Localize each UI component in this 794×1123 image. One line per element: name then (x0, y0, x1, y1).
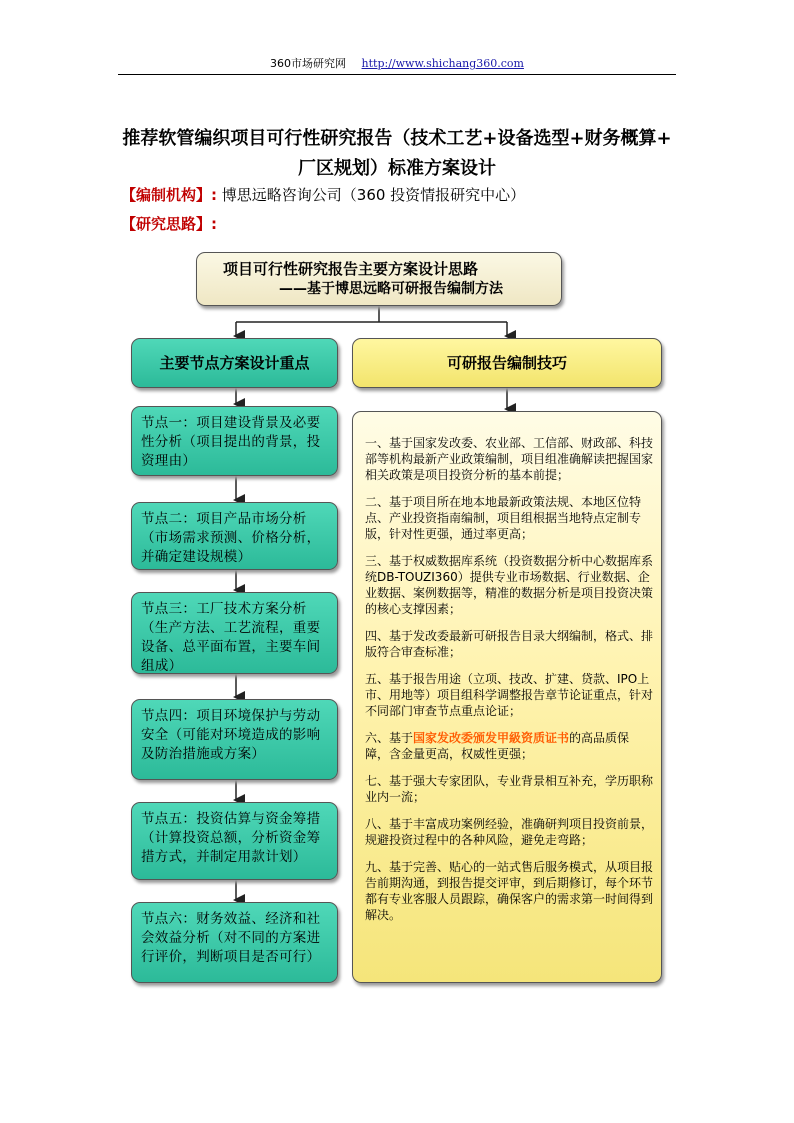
report-tips-header: 可研报告编制技巧 (352, 338, 662, 388)
title-line-1: 推荐软管编织项目可行性研究报告（技术工艺+设备选型+财务概算+ (122, 128, 672, 149)
site-name: 360市场研究网 (270, 57, 347, 70)
site-url-link[interactable]: http://www.shichang360.com (361, 57, 524, 70)
node-2-box: 节点二：项目产品市场分析（市场需求预测、价格分析，并确定建设规模） (131, 502, 338, 570)
node-3-box: 节点三：工厂技术方案分析（生产方法、工艺流程，重要设备、总平面布置，主要车间组成） (131, 592, 338, 674)
flow-main-title: 项目可行性研究报告主要方案设计思路 (223, 260, 479, 278)
node-5-box: 节点五：投资估算与资金筹措（计算投资总额，分析资金筹措方式，并制定用款计划） (131, 802, 338, 880)
tip-6-suffix: 的高品质保障，含金量更高，权威性更强； (365, 731, 630, 761)
flow-main-subtitle: ——基于博思远略可研报告编制方法 (279, 281, 503, 297)
title-line-2: 厂区规划）标准方案设计 (298, 158, 496, 179)
node-1-box: 节点一：项目建设背景及必要性分析（项目提出的背景，投资理由） (131, 406, 338, 476)
org-label: 【编制机构】: (121, 186, 217, 204)
tip-6-prefix: 六、基于 (365, 731, 414, 745)
tip-7: 七、基于强大专家团队，专业背景相互补充，学历职称业内一流； (365, 774, 654, 804)
tip-4: 四、基于发改委最新可研报告目录大纲编制，格式、排版符合审查标准； (365, 629, 654, 659)
node-4-box: 节点四：项目环境保护与劳动安全（可能对环境造成的影响及防治措施或方案） (131, 699, 338, 780)
node-6-box: 节点六：财务效益、经济和社会效益分析（对不同的方案进行评价，判断项目是否可行） (131, 902, 338, 983)
approach-label: 【研究思路】: (121, 215, 217, 233)
report-tips-box (352, 411, 662, 983)
org-value: 博思远略咨询公司（360 投资情报研究中心） (221, 186, 526, 204)
tip-6-highlight: 国家发改委颁发甲級资质证书 (413, 731, 570, 745)
tip-5: 五、基于报告用途（立项、技改、扩建、贷款、IPO上市、用地等）项目组科学调整报告章节论证重点，针对不同部门审查节点重点论证； (365, 672, 654, 718)
key-nodes-header: 主要节点方案设计重点 (131, 338, 338, 388)
tip-8: 八、基于丰富成功案例经验，准确研判项目投资前景，规避投资过程中的各种风险，避免走弯路； (365, 817, 654, 847)
tip-6 (365, 730, 653, 762)
tip-9: 九、基于完善、贴心的一站式售后服务模式，从项目报告前期沟通，到报告提交评审，到后期修订，每个环节都有专业客服人员跟踪，确保客户的需求第一时间得到解决。 (365, 860, 654, 922)
tip-3: 三、基于权威数据库系统（投资数据分析中心数据库系统DB-TOUZI360）提供专业市场数据、行业数据、企业数据、案例数据等，精准的数据分析是项目投资决策的核心支撑因素； (365, 554, 654, 616)
tip-1: 一、基于国家发改委、农业部、工信部、财政部、科技部等机构最新产业政策编制，项目组准确解读把握国家相关政策是项目投资分析的基本前提； (365, 436, 654, 482)
tip-2: 二、基于项目所在地本地最新政策法规、本地区位特点、产业投资指南编制，项目组根据当地特点定制专版，针对性更强，通过率更高； (365, 495, 642, 541)
flow-main-title-box (196, 252, 562, 306)
